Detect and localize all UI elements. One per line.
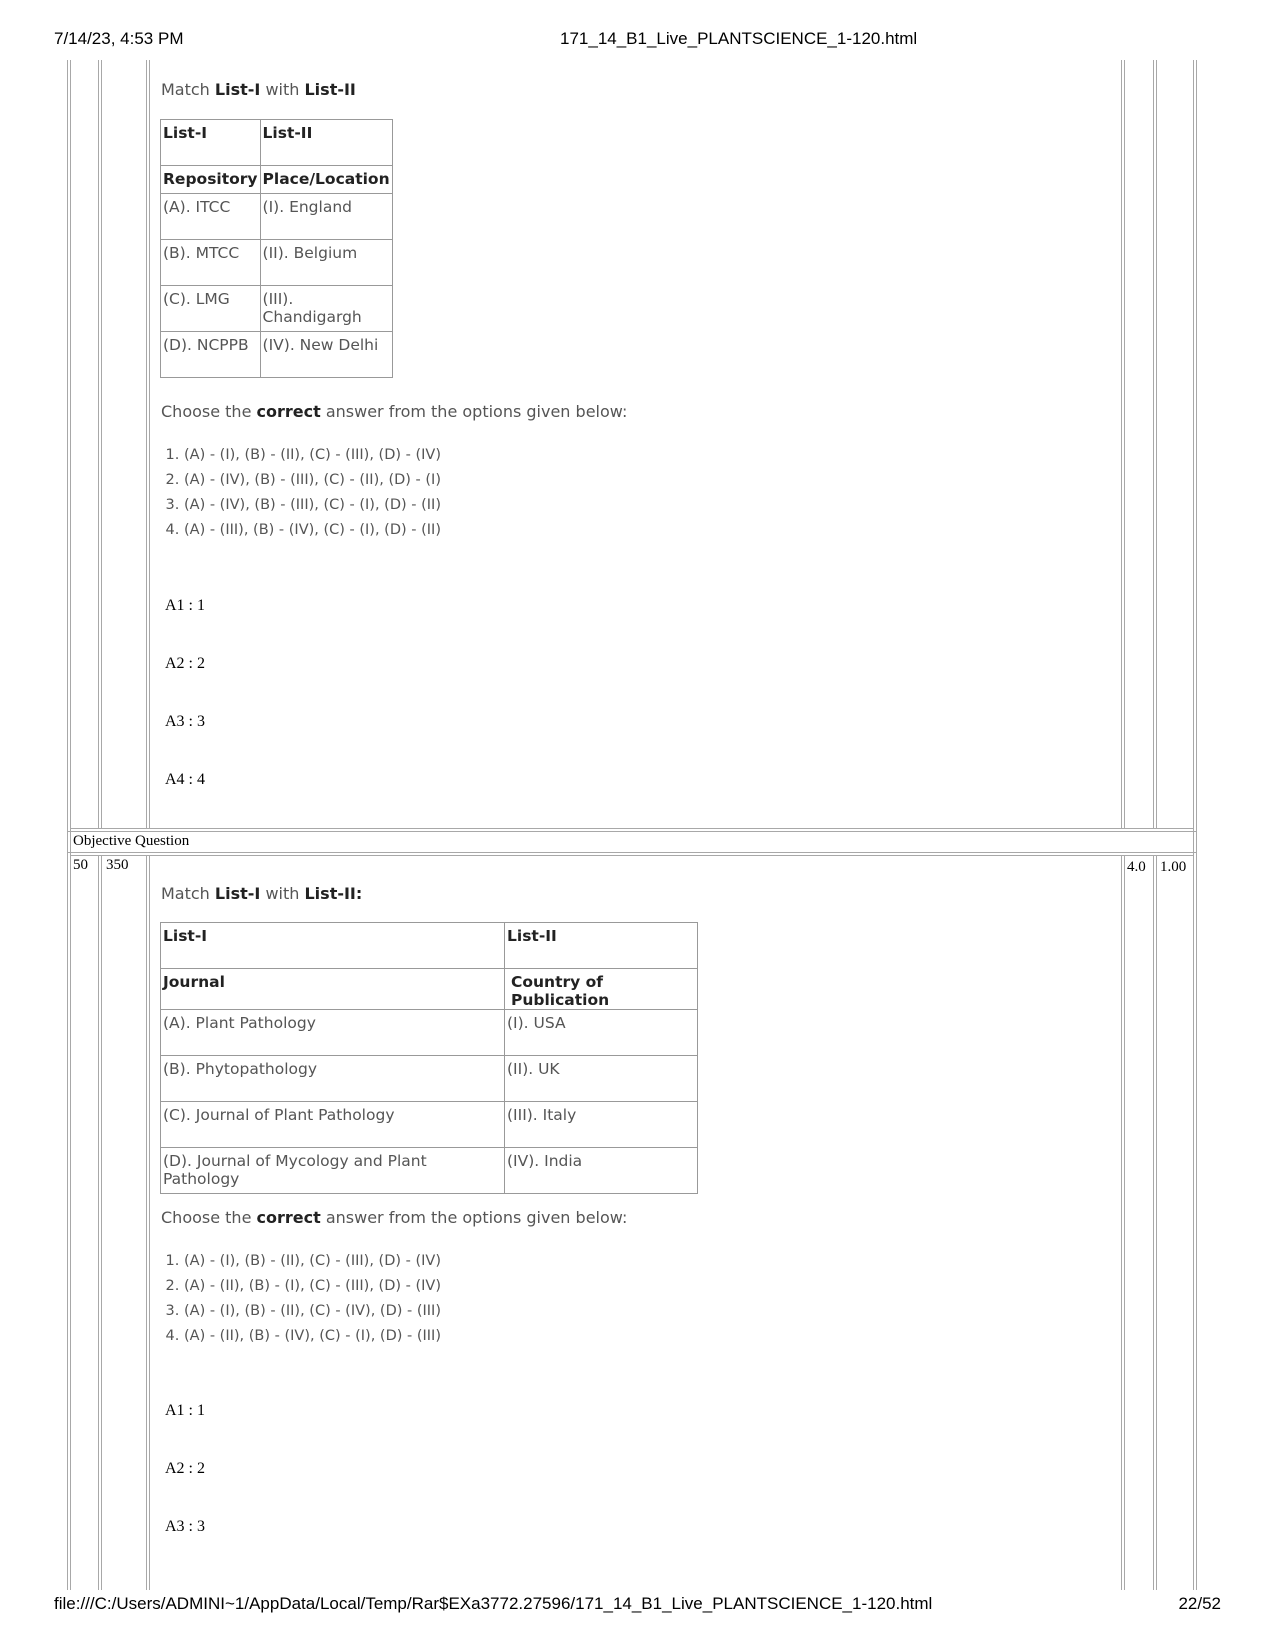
table-cell: (IV). New Delhi bbox=[260, 332, 392, 378]
question-serial-number: 50 bbox=[73, 857, 88, 873]
table-row bbox=[161, 332, 393, 378]
table-subheader-cell: Journal bbox=[161, 969, 505, 1010]
table-subheader-cell: Place/Location bbox=[260, 166, 392, 194]
table-cell: (B). MTCC bbox=[161, 240, 261, 286]
print-file-path: file:///C:/Users/ADMINI~1/AppData/Local/Temp/Rar$EXa3772.27596/171_14_B1_Live_PLANTSCIENCE_1-120.html bbox=[54, 1594, 933, 1613]
print-doc-title: 171_14_B1_Live_PLANTSCIENCE_1-120.html bbox=[560, 29, 918, 48]
question-intro: Match List-I with List-II: bbox=[161, 884, 363, 903]
table-cell: (D). Journal of Mycology and Plant Pathology bbox=[161, 1148, 505, 1194]
table-cell: (B). Phytopathology bbox=[161, 1056, 505, 1102]
table-row bbox=[161, 240, 393, 286]
answer-option-4: A4 : 4 bbox=[165, 771, 205, 788]
table-row bbox=[161, 286, 393, 332]
table-cell: (C). Journal of Plant Pathology bbox=[161, 1102, 505, 1148]
table-cell: (I). USA bbox=[505, 1010, 698, 1056]
table-header-cell: List-I bbox=[161, 923, 505, 969]
answer-option-1: A1 : 1 bbox=[165, 1402, 205, 1419]
answer-option-3: A3 : 3 bbox=[165, 713, 205, 730]
table-header-cell: List-II bbox=[260, 120, 392, 166]
table-cell: (II). UK bbox=[505, 1056, 698, 1102]
option-item: 1. (A) - (I), (B) - (II), (C) - (III), (D) - (IV) bbox=[184, 1249, 441, 1274]
table-cell: (A). Plant Pathology bbox=[161, 1010, 505, 1056]
print-header bbox=[0, 29, 1275, 53]
option-item: 1. (A) - (I), (B) - (II), (C) - (III), (D) - (IV) bbox=[184, 443, 441, 468]
option-item: 2. (A) - (II), (B) - (I), (C) - (III), (D) - (IV) bbox=[184, 1274, 441, 1299]
option-item: 2. (A) - (IV), (B) - (III), (C) - (II), (D) - (I) bbox=[184, 468, 441, 493]
answer-option-1: A1 : 1 bbox=[165, 597, 205, 614]
table-subheader-cell: Country of Publication bbox=[505, 969, 698, 1010]
table-header-cell: List-I bbox=[161, 120, 261, 166]
choose-instruction: Choose the correct answer from the options given below: bbox=[161, 402, 628, 421]
option-item: 3. (A) - (I), (B) - (II), (C) - (IV), (D) - (III) bbox=[184, 1299, 441, 1324]
option-item: 4. (A) - (III), (B) - (IV), (C) - (I), (D) - (II) bbox=[184, 518, 441, 543]
table-row bbox=[161, 1056, 698, 1102]
choose-instruction: Choose the correct answer from the options given below: bbox=[161, 1208, 628, 1227]
match-table bbox=[160, 119, 393, 378]
print-datetime: 7/14/23, 4:53 PM bbox=[54, 29, 184, 48]
option-item: 3. (A) - (IV), (B) - (III), (C) - (I), (D) - (II) bbox=[184, 493, 441, 518]
answer-option-2: A2 : 2 bbox=[165, 655, 205, 672]
table-row bbox=[161, 1102, 698, 1148]
options-list bbox=[162, 1249, 441, 1349]
match-table bbox=[160, 922, 698, 1194]
answer-option-2: A2 : 2 bbox=[165, 1460, 205, 1477]
print-page-number: 22/52 bbox=[1178, 1594, 1221, 1613]
table-cell: (II). Belgium bbox=[260, 240, 392, 286]
table-cell: (IV). India bbox=[505, 1148, 698, 1194]
table-cell: (III). Chandigargh bbox=[260, 286, 392, 332]
question-intro: Match List-I with List-II bbox=[161, 80, 356, 99]
question-type-label: Objective Question bbox=[73, 833, 190, 849]
table-row bbox=[161, 194, 393, 240]
table-row bbox=[161, 1010, 698, 1056]
table-subheader-cell: Repository bbox=[161, 166, 261, 194]
table-cell: (A). ITCC bbox=[161, 194, 261, 240]
table-row bbox=[161, 1148, 698, 1194]
negative-marks: 1.00 bbox=[1160, 859, 1187, 875]
table-cell: (I). England bbox=[260, 194, 392, 240]
table-cell: (III). Italy bbox=[505, 1102, 698, 1148]
question-marks: 4.0 bbox=[1127, 859, 1146, 875]
question-id: 350 bbox=[106, 857, 129, 873]
option-item: 4. (A) - (II), (B) - (IV), (C) - (I), (D) - (III) bbox=[184, 1324, 441, 1349]
table-header-cell: List-II bbox=[505, 923, 698, 969]
table-cell: (D). NCPPB bbox=[161, 332, 261, 378]
print-footer bbox=[0, 1594, 1275, 1618]
table-cell: (C). LMG bbox=[161, 286, 261, 332]
answer-option-3: A3 : 3 bbox=[165, 1518, 205, 1535]
options-list bbox=[162, 443, 441, 543]
